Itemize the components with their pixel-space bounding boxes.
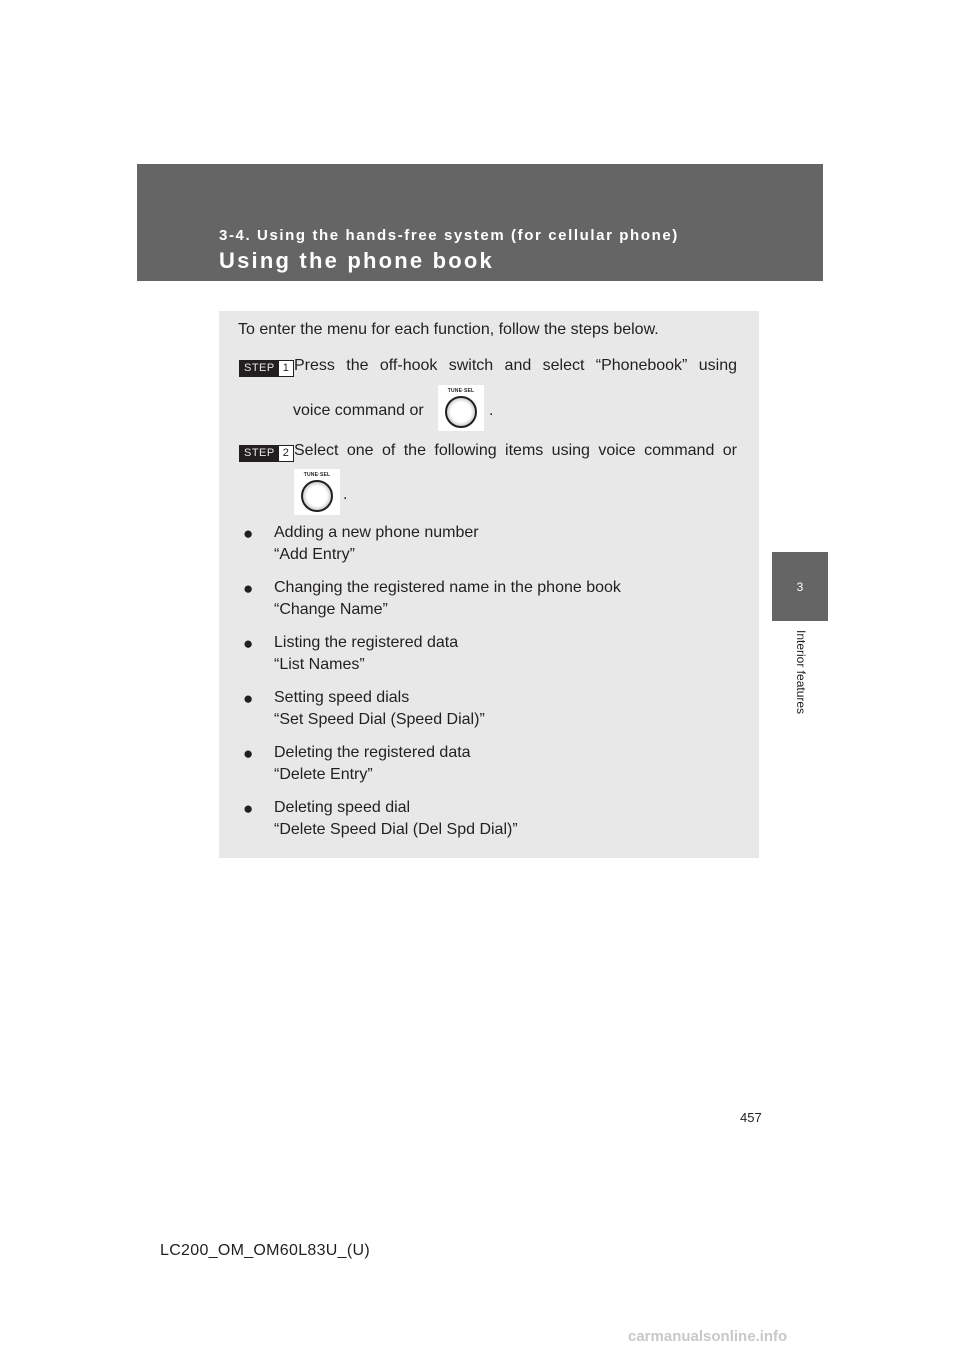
tune-sel-knob-icon <box>438 385 484 431</box>
step-word: STEP <box>240 361 279 376</box>
bullet-icon: ● <box>243 634 254 653</box>
item-description: Deleting speed dial <box>274 799 411 816</box>
item-command: “Set Speed Dial (Speed Dial)” <box>274 711 485 728</box>
section-label: 3-4. Using the hands-free system (for cellular phone) <box>219 227 679 244</box>
step-1-text: Press the off-hook switch and select “Phonebook” using <box>294 357 737 374</box>
knob-ring <box>301 480 333 512</box>
chapter-number: 3 <box>796 580 804 594</box>
step-number: 2 <box>282 447 289 459</box>
step-2-badge <box>239 445 294 462</box>
bullet-icon: ● <box>243 744 254 763</box>
document-code: LC200_OM_OM60L83U_(U) <box>160 1242 370 1259</box>
chapter-tab <box>772 552 828 621</box>
step-word: STEP <box>240 446 279 461</box>
item-description: Setting speed dials <box>274 689 410 706</box>
page-title: Using the phone book <box>219 248 494 273</box>
bullet-icon: ● <box>243 524 254 543</box>
item-command: “Change Name” <box>274 601 388 618</box>
item-description: Changing the registered name in the phone book <box>274 579 621 596</box>
knob-ring <box>445 396 477 428</box>
step-1-text-cont: voice command or <box>293 402 424 419</box>
step-1-badge <box>239 360 294 377</box>
bullet-icon: ● <box>243 689 254 708</box>
intro-text: To enter the menu for each function, follow the steps below. <box>238 321 659 338</box>
bullet-icon: ● <box>243 799 254 818</box>
item-description: Deleting the registered data <box>274 744 471 761</box>
item-command: “Add Entry” <box>274 546 355 563</box>
watermark-link[interactable]: carmanualsonline.info <box>628 1328 788 1345</box>
tune-sel-knob-icon <box>294 469 340 515</box>
knob-label: TUNE·SEL <box>303 472 331 478</box>
page-number: 457 <box>740 1110 762 1125</box>
step-2-text: Select one of the following items using voice command or <box>294 442 737 459</box>
item-command: “Delete Speed Dial (Del Spd Dial)” <box>274 821 518 838</box>
instruction-panel <box>219 311 759 858</box>
chapter-label: Interior features <box>794 630 808 715</box>
knob-label: TUNE·SEL <box>447 388 475 394</box>
step-1-period: . <box>489 402 494 419</box>
bullet-icon: ● <box>243 579 254 598</box>
item-description: Listing the registered data <box>274 634 459 651</box>
item-command: “List Names” <box>274 656 365 673</box>
step-2-period: . <box>343 486 348 503</box>
chapter-header <box>137 164 823 281</box>
item-description: Adding a new phone number <box>274 524 479 541</box>
step-number: 1 <box>282 362 289 374</box>
item-command: “Delete Entry” <box>274 766 373 783</box>
